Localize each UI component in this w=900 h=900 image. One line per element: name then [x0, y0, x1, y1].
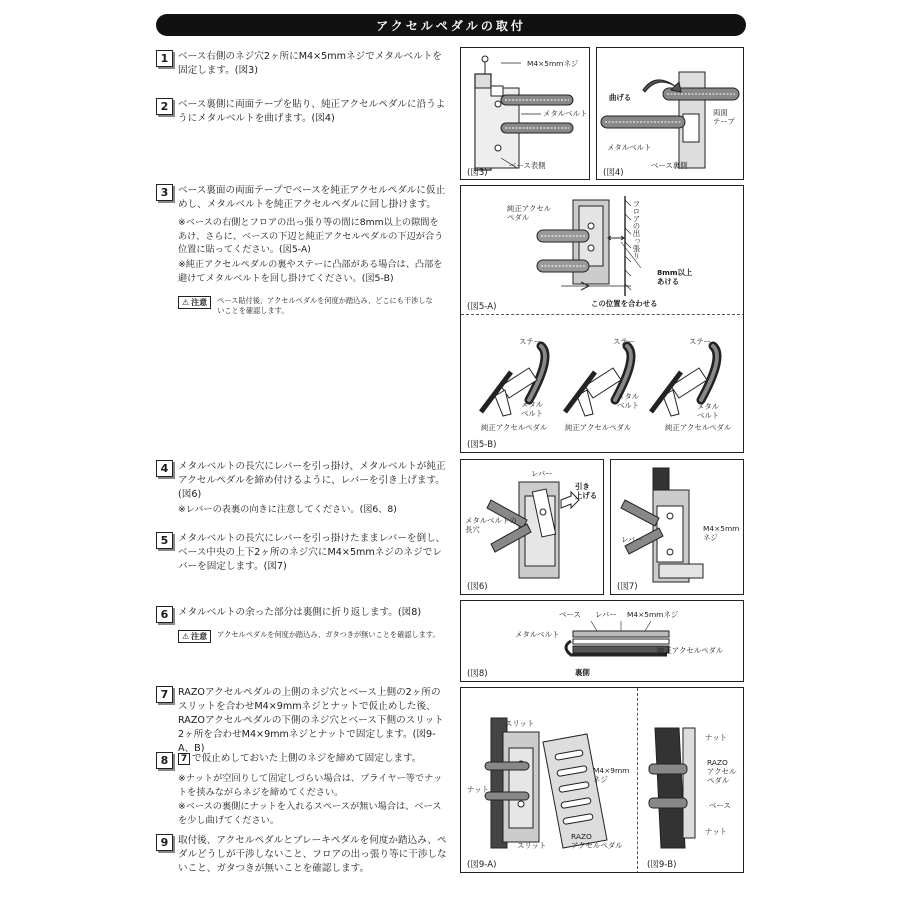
fig9a-label-screw: M4×9mm ネジ — [593, 766, 630, 784]
caution-box — [178, 296, 437, 316]
fig8-label-back: 裏側 — [575, 668, 590, 677]
step-number: 5 — [156, 532, 173, 549]
fig5b-label-stay: ステー — [613, 337, 636, 346]
figure-3 — [460, 47, 590, 180]
fig5b-label-pedal: 純正アクセルペダル — [565, 423, 632, 432]
fig5b-label-pedal: 純正アクセルペダル — [665, 423, 732, 432]
fig9a-label-slit2: スリット — [517, 841, 547, 850]
step-text: 取付後、アクセルペダルとブレーキペダルを何度か踏込み、ペダルどうしが干渉しないこと、フロアの出っ張り等に干渉しないこと、ガタつきが無いことを確認します。 — [178, 835, 447, 874]
fig8-label-belt: メタルベルト — [515, 630, 560, 639]
fig5b-label-pedal: 純正アクセルペダル — [481, 423, 548, 432]
step-text: RAZOアクセルペダルの上側のネジ穴とベース上側の2ヶ所のスリットを合わせM4×9mmネジとナットで仮止めした後、RAZOアクセルペダルの下側のネジ穴とベース下側のスリット2ヶ所を合わせM4×9mmネジとナットで固定します。(図9-A、B) — [178, 687, 444, 754]
caution-text: アクセルペダルを何度か踏込み、ガタつきが無いことを確認します。 — [217, 630, 440, 639]
fig5a-label-pedal: 純正アクセル ペダル — [507, 204, 552, 222]
step-note: ※レバーの表裏の向きに注意してください。(図6、8) — [178, 504, 397, 515]
step-number: 4 — [156, 460, 173, 477]
fig6-caption: (図6) — [467, 582, 488, 592]
fig8-label-lever: レバー — [595, 610, 617, 619]
fig9a-label-slit: スリット — [505, 719, 535, 728]
fig8-label-screw: M4×5mmネジ — [627, 610, 679, 619]
figure-6 — [460, 459, 604, 595]
step-number: 7 — [156, 686, 173, 703]
fig7-label-screw: M4×5mm ネジ — [703, 524, 740, 542]
fig4-caption: (図4) — [603, 168, 624, 178]
figure-4 — [596, 47, 744, 180]
fig5b-label-belt: メタル ベルト — [521, 400, 544, 418]
section-title: アクセルペダルの取付 — [156, 14, 746, 36]
step-text: 7 で仮止めしておいた上側のネジを締めて固定します。 — [178, 752, 448, 766]
fig3-label-screw: M4×5mmネジ — [527, 59, 579, 68]
figure-7 — [610, 459, 744, 595]
step-number: 1 — [156, 50, 173, 67]
fig9a-label-razo: RAZO アクセルペダル — [571, 832, 623, 850]
step-note: ※純正アクセルペダルの裏やステーに凸部がある場合は、凸部を避けてメタルベルトを回し掛けてください。(図5-B) — [178, 259, 443, 284]
step-number: 8 — [156, 752, 173, 769]
fig5a-label-gap: 8mm以上 あける — [657, 268, 693, 286]
fig5a-label-floor: フロアの出っ張り — [632, 200, 641, 260]
step-text: ベース裏側に両面テープを貼り、純正アクセルペダルに沿うようにメタルベルトを曲げます。(図4) — [178, 99, 446, 124]
fig4-label-bend: 曲げる — [609, 93, 632, 102]
fig9b-label-razo: RAZO アクセル ペダル — [707, 758, 737, 785]
fig9b-label-nut: ナット — [705, 733, 728, 742]
step-number: 9 — [156, 834, 173, 851]
step-note: ※ベースの右側とフロアの出っ張り等の間に8mm以上の隙間をあけ、さらに、ベースの下辺と純正アクセルペダルの下辺が合う位置に貼ってください。(図5-A) — [178, 217, 444, 255]
step-text: ベース裏面の両面テープでベースを純正アクセルペダルに仮止めし、メタルベルトを純正アクセルペダルに回し掛けます。 — [178, 185, 446, 210]
step-text: メタルベルトの余った部分は裏側に折り返します。(図8) — [178, 607, 422, 618]
fig8-caption: (図8) — [467, 669, 488, 679]
fig7-caption: (図7) — [617, 582, 638, 592]
caution-text: ペース貼付後、アクセルペダルを何度か踏込み、どこにも干渉しないことを確認します。 — [217, 296, 433, 315]
fig9b-label-base: ベース — [709, 801, 731, 810]
fig5a-caption: (図5-A) — [467, 302, 497, 312]
fig5-divider — [461, 314, 744, 315]
fig8-label-pedal: 純正アクセルペダル — [657, 646, 724, 655]
fig9b-caption: (図9-B) — [647, 860, 677, 870]
figure-8 — [460, 600, 744, 682]
step-text: メタルベルトの長穴にレバーを引っ掛けたままレバーを倒し、ベース中央の上下2ヶ所のネジ穴にM4×5mmネジのネジでレバーを固定します。(図7) — [178, 533, 446, 572]
caution-badge: ⚠ 注意 — [178, 630, 211, 643]
warning-icon: ⚠ — [182, 298, 190, 307]
fig3-caption: (図3) — [467, 168, 488, 178]
step-text: ベース右側のネジ穴2ヶ所にM4×5mmネジでメタルベルトを固定します。(図3) — [178, 51, 442, 76]
fig4-label-tape: 両面 テープ — [713, 108, 735, 126]
warning-icon: ⚠ — [182, 632, 190, 641]
step-number: 2 — [156, 98, 173, 115]
fig4-label-belt: メタルベルト — [607, 143, 652, 152]
fig5b-label-belt: メタル ベルト — [617, 392, 640, 410]
caution-badge: ⚠ 注意 — [178, 296, 211, 309]
step-number: 6 — [156, 606, 173, 623]
fig6-label-lever: レバー — [531, 469, 553, 478]
figure-9 — [460, 687, 744, 873]
fig6-label-pull: 引き 上げる — [575, 482, 598, 500]
fig5b-label-stay: ステー — [689, 337, 712, 346]
figure-5 — [460, 185, 744, 453]
fig5a-label-align: この位置を合わせる — [591, 299, 658, 308]
step-ref-number: 7 — [178, 753, 190, 765]
fig5b-label-stay: ステー — [519, 337, 542, 346]
fig9b-label-nut2: ナット — [705, 827, 728, 836]
caution-box — [178, 630, 457, 643]
fig5b-label-belt: メタル ベルト — [697, 402, 720, 420]
step-note: ※ナットが空回りして固定しづらい場合は、プライヤー等でナットを挟みながらネジを締めてください。 — [178, 773, 443, 798]
fig3-label-belt: メタルベルト — [543, 109, 588, 118]
step-note: ※ベースの裏側にナットを入れるスペースが無い場合は、ベースを少し曲げてください。 — [178, 801, 442, 826]
fig3-label-base: ベース表側 — [509, 161, 546, 170]
fig8-label-base: ベース — [559, 610, 581, 619]
step-text: メタルベルトの長穴にレバーを引っ掛け、メタルベルトが純正アクセルペダルを締め付けるように、レバーを引き上げます。(図6) — [178, 461, 446, 500]
fig7-label-lever: レバー — [621, 535, 643, 544]
fig9a-label-nut: ナット — [467, 785, 490, 794]
fig9a-caption: (図9-A) — [467, 860, 497, 870]
fig4-label-base: ベース裏側 — [651, 161, 688, 170]
fig5b-caption: (図5-B) — [467, 440, 497, 450]
step-number: 3 — [156, 184, 173, 201]
fig6-label-slot: メタルベルトの 長穴 — [465, 516, 517, 534]
fig9-divider — [637, 688, 638, 873]
